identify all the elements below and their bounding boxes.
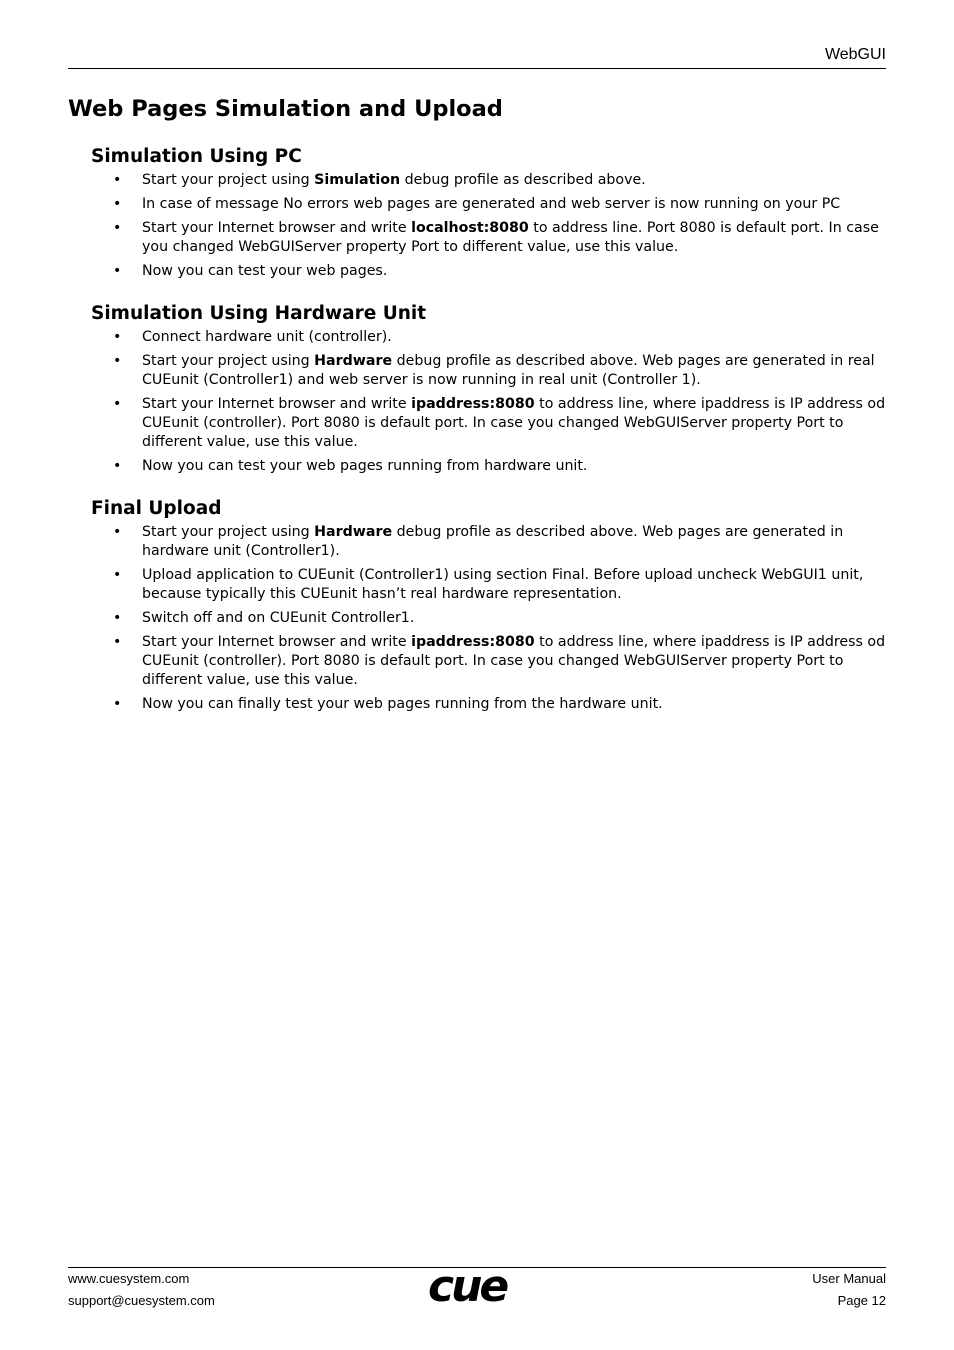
bullet-icon: •	[113, 609, 122, 626]
item-text: Start your Internet browser and write	[142, 633, 412, 650]
section-simulation-hardware	[68, 302, 886, 477]
item-text-bold: Hardware	[314, 352, 393, 369]
bullet-icon: •	[113, 458, 122, 475]
bullet-icon: •	[113, 695, 122, 712]
item-text: to address line, where ipaddress is IP address od CUEunit (controller). Port 8080 is default port. In case you changed WebGUIServer property Port to different value, use this value.	[142, 395, 886, 451]
section-heading: Simulation Using PC	[91, 146, 302, 167]
item-text: debug profile as described above.	[400, 172, 646, 188]
item-text: Now you can test your web pages running from hardware unit.	[142, 458, 588, 475]
item-text: Upload application to CUEunit (Controller1) using section Final. Before upload uncheck WebGUI1 unit, because typically this CUEunit hasn’t real hardware representation.	[142, 566, 864, 602]
bullet-icon: •	[113, 566, 122, 583]
section-heading: Final Upload	[91, 497, 222, 519]
item-text: Switch off and on CUEunit Controller1.	[142, 609, 415, 626]
list-item	[68, 328, 886, 347]
item-text-bold: Hardware	[314, 523, 393, 540]
bullet-icon: •	[113, 219, 122, 236]
header-title: WebGUI	[824, 46, 886, 63]
item-text: Start your Internet browser and write	[142, 395, 412, 412]
item-text: Start your project using	[142, 352, 315, 369]
item-text-bold: ipaddress:8080	[411, 633, 535, 650]
item-text: Start your Internet browser and write	[142, 219, 412, 236]
item-text: to address line, where ipaddress is IP address od CUEunit (controller). Port 8080 is default port. In case you changed WebGUIServer property Port to different value, use this value.	[142, 633, 886, 689]
list-item	[68, 195, 886, 214]
item-text: Connect hardware unit (controller).	[142, 328, 392, 345]
footer-website-link[interactable]: www.cuesystem.com	[68, 1271, 190, 1286]
bullet-list	[68, 171, 886, 281]
item-text: Now you can finally test your web pages running from the hardware unit.	[142, 695, 663, 712]
section-simulation-pc	[68, 145, 886, 281]
bullet-icon: •	[113, 172, 122, 188]
list-item	[68, 395, 886, 453]
footer-page-number: Page 12	[837, 1293, 886, 1308]
item-text: debug profile as described above. Web pages are generated in hardware unit (Controller1).	[142, 523, 844, 559]
list-item	[68, 352, 886, 391]
footer-doc-type: User Manual	[812, 1271, 886, 1286]
list-item	[68, 609, 886, 628]
page-content	[68, 95, 886, 719]
item-text-bold: Simulation	[314, 172, 401, 188]
item-text-bold: ipaddress:8080	[411, 395, 535, 412]
list-item	[68, 566, 886, 605]
item-text-bold: localhost:8080	[411, 219, 529, 236]
item-text: In case of message No errors web pages are generated and web server is now running on your PC	[142, 195, 841, 212]
bullet-icon: •	[113, 328, 122, 345]
list-item	[68, 262, 886, 281]
list-item	[68, 523, 886, 562]
bullet-icon: •	[113, 633, 122, 650]
footer-contact	[68, 1268, 215, 1312]
bullet-list	[68, 328, 886, 477]
footer-email-link[interactable]: support@cuesystem.com	[68, 1293, 215, 1308]
list-item	[68, 171, 886, 190]
header-rule	[68, 68, 886, 69]
list-item	[68, 457, 886, 476]
bullet-icon: •	[113, 352, 122, 369]
list-item	[68, 219, 886, 258]
item-text: Start your project using	[142, 172, 315, 188]
bullet-icon: •	[113, 523, 122, 540]
item-text: Start your project using	[142, 523, 315, 540]
footer-page-info	[812, 1268, 886, 1312]
page-title: Web Pages Simulation and Upload	[68, 96, 503, 122]
bullet-icon: •	[113, 262, 122, 279]
list-item	[68, 633, 886, 691]
list-item	[68, 695, 886, 714]
bullet-icon: •	[113, 195, 122, 212]
bullet-icon: •	[113, 395, 122, 412]
section-heading: Simulation Using Hardware Unit	[91, 302, 427, 324]
item-text: Now you can test your web pages.	[142, 262, 388, 279]
bullet-list	[68, 523, 886, 715]
item-text: to address line. Port 8080 is default port. In case you changed WebGUIServer property Port to different value, use this value.	[142, 219, 879, 255]
section-final-upload	[68, 497, 886, 715]
item-text: debug profile as described above. Web pages are generated in real CUEunit (Controller1) and web server is now running in real unit (Controller 1).	[142, 352, 875, 389]
cue-logo: cue	[428, 1261, 507, 1312]
